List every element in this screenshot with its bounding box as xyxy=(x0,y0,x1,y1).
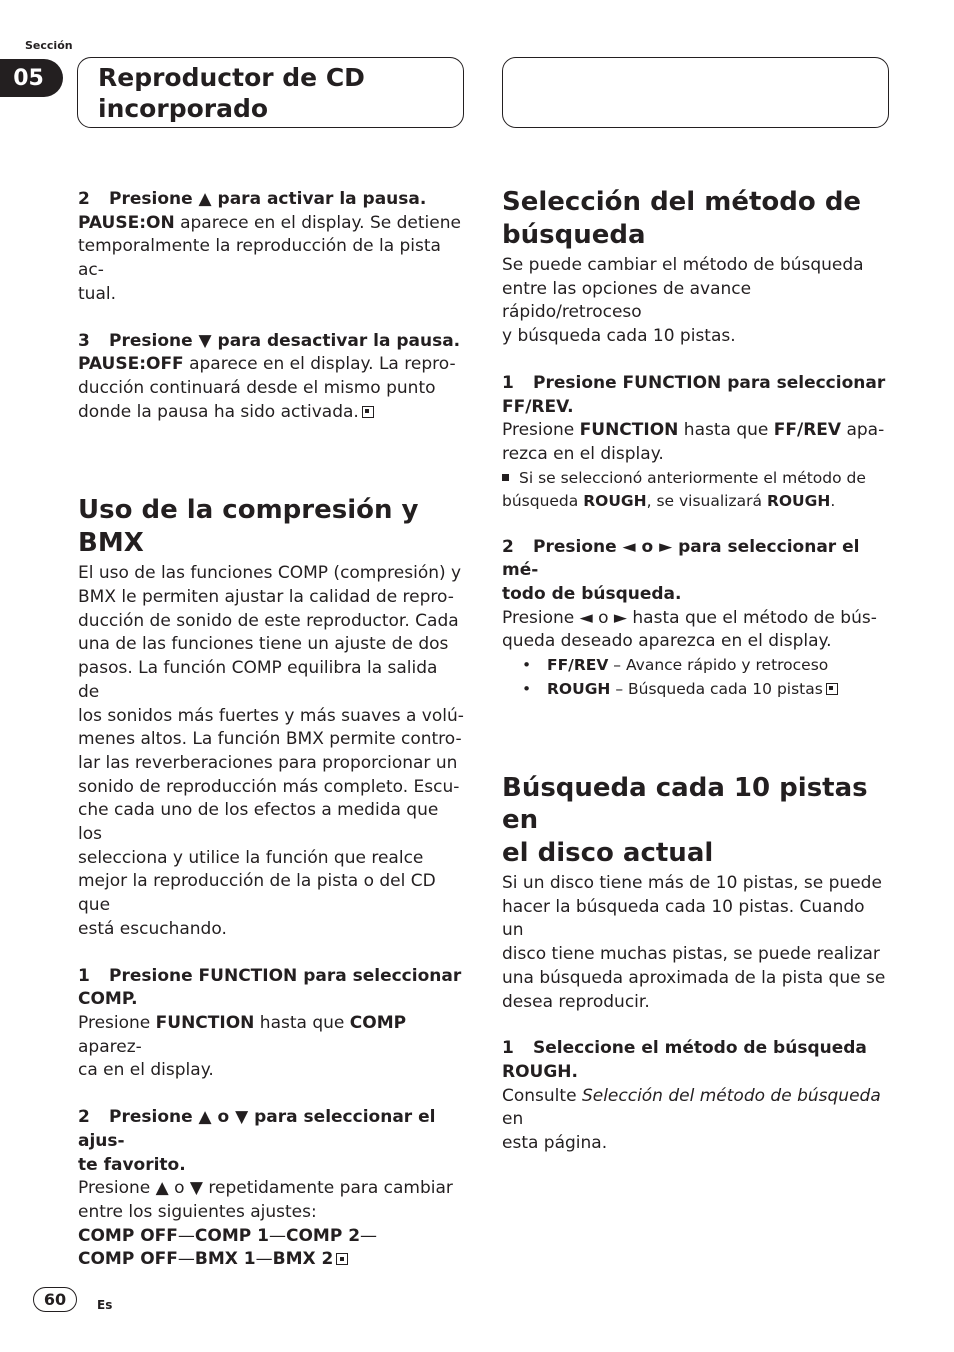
end-mark-icon xyxy=(362,406,374,418)
text-line: hacer la búsqueda cada 10 pistas. Cuando un xyxy=(502,896,865,941)
text-line: entre las opciones de avance rápido/retroceso xyxy=(502,278,752,323)
text-line: está escuchando. xyxy=(78,918,227,939)
language-code: Es xyxy=(97,1298,113,1312)
text-line: los sonidos más fuertes y más suaves a volú- xyxy=(78,705,464,726)
paragraph: Presione ◄ o ► hasta que el método de bús- queda deseado aparezca en el display. xyxy=(502,607,877,652)
step-heading: 1 Seleccione el método de búsqueda ROUGH. xyxy=(502,1038,867,1082)
options-list xyxy=(502,654,889,701)
paragraph: PAUSE:ON aparece en el display. Se detiene temporalmente la reproducción de la pista ac- tual. xyxy=(78,212,461,304)
text-line: pasos. La función COMP equilibra la salida de xyxy=(78,658,438,702)
note: Si se seleccionó anteriormente el método de búsqueda ROUGH, se visualizará ROUGH. xyxy=(502,468,866,510)
chapter-title: Reproductor de CD incorporado xyxy=(98,63,365,123)
page-number: 60 xyxy=(33,1287,77,1312)
list-item: • ROUGH – Búsqueda cada 10 pistas xyxy=(502,678,889,702)
search-body xyxy=(502,254,889,349)
rough-body xyxy=(502,872,889,1014)
list-item: • FF/REV – Avance rápido y retroceso xyxy=(502,654,889,678)
settings-sequence: COMP OFF—COMP 1—COMP 2— COMP OFF—BMX 1—BMX 2 xyxy=(78,1225,378,1270)
text-line: una búsqueda aproximada de la pista que se xyxy=(502,967,886,988)
text-line: selecciona y utilice la función que realce xyxy=(78,847,424,868)
step-heading: 2 Presione ◄ o ► para seleccionar el mé- todo de búsqueda. xyxy=(502,536,860,605)
text-line: Se puede cambiar el método de búsqueda xyxy=(502,255,864,275)
text-line: Si un disco tiene más de 10 pistas, se puede xyxy=(502,873,882,894)
text-line: El uso de las funciones COMP (compresión) y xyxy=(78,563,462,584)
end-mark-icon xyxy=(826,683,838,695)
text-line: disco tiene muchas pistas, se puede realizar xyxy=(502,944,880,965)
section-label: Sección xyxy=(25,39,73,52)
text-line: sonido de reproducción más completo. Escu- xyxy=(78,776,460,797)
chapter-title-box xyxy=(77,57,464,128)
text-line: che cada uno de los efectos a medida que los xyxy=(78,800,439,845)
end-mark-icon xyxy=(336,1253,348,1265)
section-number-badge: 05 xyxy=(0,59,63,97)
step-heading: 2 Presione ▲ o ▼ para seleccionar el ajus- te favorito. xyxy=(78,1107,436,1175)
empty-header-box xyxy=(502,57,889,128)
step-heading: 3 Presione ▼ para desactivar la pausa. xyxy=(78,330,461,351)
paragraph: Presione FUNCTION hasta que COMP aparez- ca en el display. xyxy=(78,1012,407,1081)
text-line: ducción de sonido de este reproductor. Cada xyxy=(78,610,459,631)
step-heading: 1 Presione FUNCTION para seleccionar FF/REV. xyxy=(502,372,886,417)
section-heading: Búsqueda cada 10 pistas en el disco actual xyxy=(502,772,868,868)
right-column xyxy=(502,186,889,1156)
text-line: menes altos. La función BMX permite contro- xyxy=(78,729,462,750)
comp-body xyxy=(78,562,464,941)
section-heading: Selección del método de búsqueda xyxy=(502,187,862,250)
text-line: desea reproducir. xyxy=(502,991,650,1012)
text-line: mejor la reproducción de la pista o del CD que xyxy=(78,871,436,916)
section-heading: Uso de la compresión y BMX xyxy=(78,495,419,558)
text-line: una de las funciones tiene un ajuste de dos xyxy=(78,634,449,655)
left-column xyxy=(78,188,464,1272)
text-line: lar las reverberaciones para proporcionar un xyxy=(78,752,458,773)
paragraph: Consulte Selección del método de búsqueda en esta página. xyxy=(502,1085,881,1154)
note-square-icon xyxy=(502,474,509,481)
text-line: BMX le permiten ajustar la calidad de repro- xyxy=(78,587,454,608)
paragraph: Presione FUNCTION hasta que FF/REV apa- rezca en el display. xyxy=(502,420,885,464)
paragraph: Presione ▲ o ▼ repetidamente para cambiar entre los siguientes ajustes: xyxy=(78,1178,453,1222)
step-heading: 1 Presione FUNCTION para seleccionar COMP. xyxy=(78,965,462,1010)
text-line: y búsqueda cada 10 pistas. xyxy=(502,326,736,347)
step-heading: 2 Presione ▲ para activar la pausa. xyxy=(78,189,427,209)
paragraph: PAUSE:OFF aparece en el display. La repro- ducción continuará desde el mismo punto donde la pausa ha sido activada. xyxy=(78,354,456,422)
